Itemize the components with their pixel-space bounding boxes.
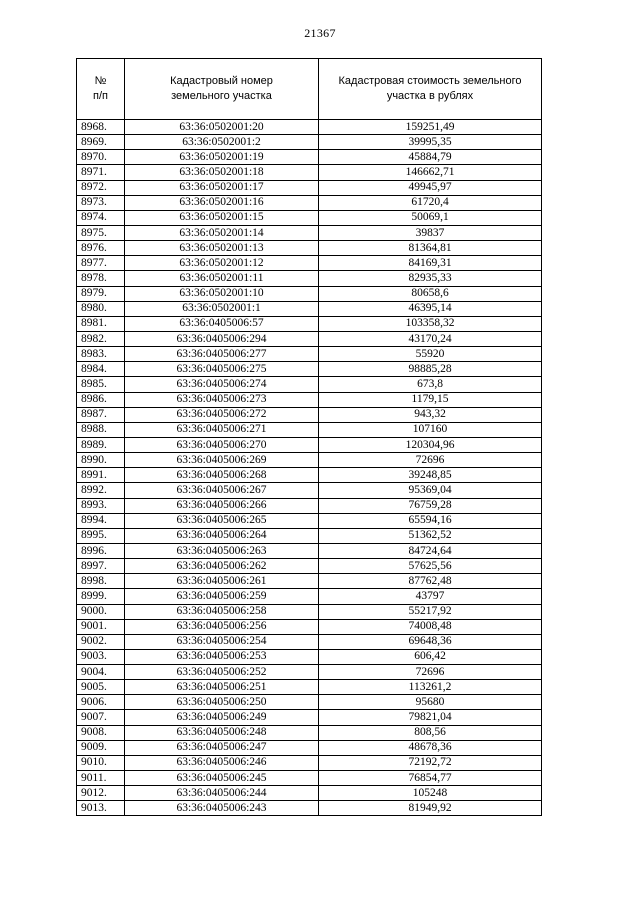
cadastral-value-cell: 76759,28 [319, 498, 542, 513]
cadastral-number-cell: 63:36:0405006:256 [125, 619, 319, 634]
cadastral-number-cell: 63:36:0405006:272 [125, 407, 319, 422]
cadastral-number-cell: 63:36:0405006:262 [125, 559, 319, 574]
row-number-cell: 8985. [77, 377, 125, 392]
row-number-cell: 8968. [77, 120, 125, 135]
cadastral-value-cell: 87762,48 [319, 574, 542, 589]
cadastral-value-cell: 81949,92 [319, 801, 542, 816]
table-row [77, 180, 542, 195]
row-number-cell: 8991. [77, 468, 125, 483]
cadastral-number-cell: 63:36:0502001:14 [125, 225, 319, 240]
cadastral-value-cell: 61720,4 [319, 195, 542, 210]
row-number-cell: 9013. [77, 801, 125, 816]
cadastral-value-cell: 57625,56 [319, 559, 542, 574]
table-row [77, 680, 542, 695]
cadastral-value-cell: 82935,33 [319, 271, 542, 286]
cadastral-value-cell: 48678,36 [319, 740, 542, 755]
header-cadastral-number [125, 59, 319, 120]
table-row [77, 513, 542, 528]
cadastral-number-cell: 63:36:0405006:247 [125, 740, 319, 755]
table-row [77, 271, 542, 286]
table-row [77, 392, 542, 407]
table-row [77, 195, 542, 210]
cadastral-value-cell: 45884,79 [319, 150, 542, 165]
row-number-cell: 9002. [77, 634, 125, 649]
table-row [77, 165, 542, 180]
table-row [77, 301, 542, 316]
cadastral-number-cell: 63:36:0405006:259 [125, 589, 319, 604]
row-number-cell: 8986. [77, 392, 125, 407]
cadastral-number-cell: 63:36:0405006:243 [125, 801, 319, 816]
row-number-cell: 9011. [77, 771, 125, 786]
table-row [77, 589, 542, 604]
row-number-cell: 8975. [77, 225, 125, 240]
table-row [77, 634, 542, 649]
row-number-cell: 8980. [77, 301, 125, 316]
cadastral-number-cell: 63:36:0405006:251 [125, 680, 319, 695]
cadastral-number-cell: 63:36:0405006:245 [125, 771, 319, 786]
cadastral-number-cell: 63:36:0502001:2 [125, 135, 319, 150]
row-number-cell: 8983. [77, 347, 125, 362]
row-number-cell: 8993. [77, 498, 125, 513]
cadastral-value-cell: 95369,04 [319, 483, 542, 498]
table-row [77, 543, 542, 558]
table-row [77, 468, 542, 483]
cadastral-number-cell: 63:36:0405006:252 [125, 665, 319, 680]
cadastral-value-cell: 72696 [319, 665, 542, 680]
row-number-cell: 8973. [77, 195, 125, 210]
table-row [77, 316, 542, 331]
table-row [77, 256, 542, 271]
row-number-cell: 8992. [77, 483, 125, 498]
row-number-cell: 8989. [77, 437, 125, 452]
row-number-cell: 8994. [77, 513, 125, 528]
cadastral-number-cell: 63:36:0405006:274 [125, 377, 319, 392]
cadastral-value-cell: 98885,28 [319, 362, 542, 377]
cadastral-value-cell: 120304,96 [319, 437, 542, 452]
cadastral-number-cell: 63:36:0405006:270 [125, 437, 319, 452]
table-row [77, 528, 542, 543]
cadastral-number-cell: 63:36:0405006:254 [125, 634, 319, 649]
cadastral-value-cell: 943,32 [319, 407, 542, 422]
table-row [77, 225, 542, 240]
row-number-cell: 8990. [77, 453, 125, 468]
table-row [77, 740, 542, 755]
table-row [77, 377, 542, 392]
row-number-cell: 8970. [77, 150, 125, 165]
table-row [77, 210, 542, 225]
row-number-cell: 9010. [77, 755, 125, 770]
table-row [77, 786, 542, 801]
table-row [77, 135, 542, 150]
cadastral-number-cell: 63:36:0502001:16 [125, 195, 319, 210]
table-row [77, 422, 542, 437]
header-cadastral-value [319, 59, 542, 120]
cadastral-number-cell: 63:36:0405006:265 [125, 513, 319, 528]
cadastral-number-cell: 63:36:0405006:269 [125, 453, 319, 468]
cadastral-number-cell: 63:36:0502001:20 [125, 120, 319, 135]
table-row [77, 559, 542, 574]
cadastral-value-cell: 43797 [319, 589, 542, 604]
cadastral-number-cell: 63:36:0502001:19 [125, 150, 319, 165]
row-number-cell: 8997. [77, 559, 125, 574]
table-row [77, 771, 542, 786]
cadastral-value-cell: 113261,2 [319, 680, 542, 695]
cadastral-value-cell: 51362,52 [319, 528, 542, 543]
cadastral-value-cell: 72696 [319, 453, 542, 468]
row-number-cell: 8976. [77, 241, 125, 256]
table-row [77, 483, 542, 498]
cadastral-number-cell: 63:36:0502001:12 [125, 256, 319, 271]
cadastral-number-cell: 63:36:0405006:261 [125, 574, 319, 589]
row-number-cell: 9000. [77, 604, 125, 619]
cadastral-value-cell: 606,42 [319, 649, 542, 664]
table-body [77, 120, 542, 816]
cadastral-value-cell: 50069,1 [319, 210, 542, 225]
row-number-cell: 9007. [77, 710, 125, 725]
row-number-cell: 9009. [77, 740, 125, 755]
cadastral-number-cell: 63:36:0405006:277 [125, 347, 319, 362]
row-number-cell: 8981. [77, 316, 125, 331]
header-cadastral-number-label: Кадастровый номер земельного участка [170, 75, 273, 102]
cadastral-value-cell: 146662,71 [319, 165, 542, 180]
table-row [77, 362, 542, 377]
cadastral-number-cell: 63:36:0502001:15 [125, 210, 319, 225]
cadastral-number-cell: 63:36:0405006:264 [125, 528, 319, 543]
cadastral-value-cell: 95680 [319, 695, 542, 710]
table-row [77, 150, 542, 165]
cadastral-value-cell: 84169,31 [319, 256, 542, 271]
cadastral-value-cell: 72192,72 [319, 755, 542, 770]
cadastral-value-cell: 80658,6 [319, 286, 542, 301]
row-number-cell: 8987. [77, 407, 125, 422]
cadastral-value-cell: 49945,97 [319, 180, 542, 195]
row-number-cell: 8969. [77, 135, 125, 150]
cadastral-value-cell: 55920 [319, 347, 542, 362]
row-number-cell: 8982. [77, 331, 125, 346]
table-row [77, 604, 542, 619]
cadastral-number-cell: 63:36:0405006:263 [125, 543, 319, 558]
cadastral-number-cell: 63:36:0502001:11 [125, 271, 319, 286]
row-number-cell: 8972. [77, 180, 125, 195]
table-row [77, 453, 542, 468]
cadastral-number-cell: 63:36:0502001:13 [125, 241, 319, 256]
cadastral-value-cell: 76854,77 [319, 771, 542, 786]
row-number-cell: 8999. [77, 589, 125, 604]
table-row [77, 619, 542, 634]
cadastral-value-cell: 84724,64 [319, 543, 542, 558]
cadastral-value-cell: 43170,24 [319, 331, 542, 346]
cadastral-value-cell: 69648,36 [319, 634, 542, 649]
cadastral-number-cell: 63:36:0502001:1 [125, 301, 319, 316]
cadastral-number-cell: 63:36:0405006:246 [125, 755, 319, 770]
table-row [77, 286, 542, 301]
cadastral-number-cell: 63:36:0405006:57 [125, 316, 319, 331]
page-number: 21367 [304, 26, 336, 40]
cadastral-number-cell: 63:36:0405006:294 [125, 331, 319, 346]
row-number-cell: 8996. [77, 543, 125, 558]
cadastral-value-cell: 39995,35 [319, 135, 542, 150]
row-number-cell: 8988. [77, 422, 125, 437]
cadastral-value-cell: 65594,16 [319, 513, 542, 528]
cadastral-value-cell: 39837 [319, 225, 542, 240]
row-number-cell: 8984. [77, 362, 125, 377]
row-number-cell: 9005. [77, 680, 125, 695]
table-row [77, 695, 542, 710]
table-row [77, 437, 542, 452]
cadastral-value-cell: 1179,15 [319, 392, 542, 407]
cadastral-number-cell: 63:36:0405006:275 [125, 362, 319, 377]
cadastral-number-cell: 63:36:0405006:248 [125, 725, 319, 740]
table-row [77, 725, 542, 740]
cadastral-number-cell: 63:36:0405006:250 [125, 695, 319, 710]
row-number-cell: 8977. [77, 256, 125, 271]
row-number-cell: 8979. [77, 286, 125, 301]
cadastral-value-cell: 79821,04 [319, 710, 542, 725]
cadastral-value-cell: 105248 [319, 786, 542, 801]
row-number-cell: 9006. [77, 695, 125, 710]
table-row [77, 574, 542, 589]
cadastral-number-cell: 63:36:0502001:17 [125, 180, 319, 195]
row-number-cell: 9008. [77, 725, 125, 740]
row-number-cell: 9003. [77, 649, 125, 664]
cadastral-value-cell: 39248,85 [319, 468, 542, 483]
header-row-number-label: № п/п [93, 75, 108, 102]
cadastral-number-cell: 63:36:0405006:267 [125, 483, 319, 498]
cadastral-value-table [76, 58, 542, 816]
row-number-cell: 8998. [77, 574, 125, 589]
cadastral-value-cell: 673,8 [319, 377, 542, 392]
table-row [77, 755, 542, 770]
row-number-cell: 8978. [77, 271, 125, 286]
row-number-cell: 9004. [77, 665, 125, 680]
table-row [77, 801, 542, 816]
table-row [77, 347, 542, 362]
cadastral-number-cell: 63:36:0405006:244 [125, 786, 319, 801]
row-number-cell: 8971. [77, 165, 125, 180]
cadastral-number-cell: 63:36:0405006:258 [125, 604, 319, 619]
cadastral-number-cell: 63:36:0502001:18 [125, 165, 319, 180]
cadastral-number-cell: 63:36:0405006:273 [125, 392, 319, 407]
header-row-number [77, 59, 125, 120]
cadastral-value-cell: 808,56 [319, 725, 542, 740]
cadastral-number-cell: 63:36:0405006:271 [125, 422, 319, 437]
table-row [77, 665, 542, 680]
cadastral-value-cell: 55217,92 [319, 604, 542, 619]
row-number-cell: 9012. [77, 786, 125, 801]
cadastral-number-cell: 63:36:0405006:268 [125, 468, 319, 483]
cadastral-value-cell: 81364,81 [319, 241, 542, 256]
row-number-cell: 9001. [77, 619, 125, 634]
cadastral-number-cell: 63:36:0502001:10 [125, 286, 319, 301]
row-number-cell: 8974. [77, 210, 125, 225]
cadastral-number-cell: 63:36:0405006:249 [125, 710, 319, 725]
cadastral-value-cell: 159251,49 [319, 120, 542, 135]
table-row [77, 498, 542, 513]
header-cadastral-value-label: Кадастровая стоимость земельного участка в рублях [338, 75, 522, 102]
table-row [77, 241, 542, 256]
table-row [77, 407, 542, 422]
table-row [77, 649, 542, 664]
cadastral-value-cell: 107160 [319, 422, 542, 437]
table-row [77, 710, 542, 725]
cadastral-number-cell: 63:36:0405006:253 [125, 649, 319, 664]
cadastral-value-cell: 103358,32 [319, 316, 542, 331]
cadastral-number-cell: 63:36:0405006:266 [125, 498, 319, 513]
table-row [77, 120, 542, 135]
cadastral-value-cell: 46395,14 [319, 301, 542, 316]
table-row [77, 331, 542, 346]
cadastral-value-cell: 74008,48 [319, 619, 542, 634]
row-number-cell: 8995. [77, 528, 125, 543]
table-header-row [77, 59, 542, 120]
